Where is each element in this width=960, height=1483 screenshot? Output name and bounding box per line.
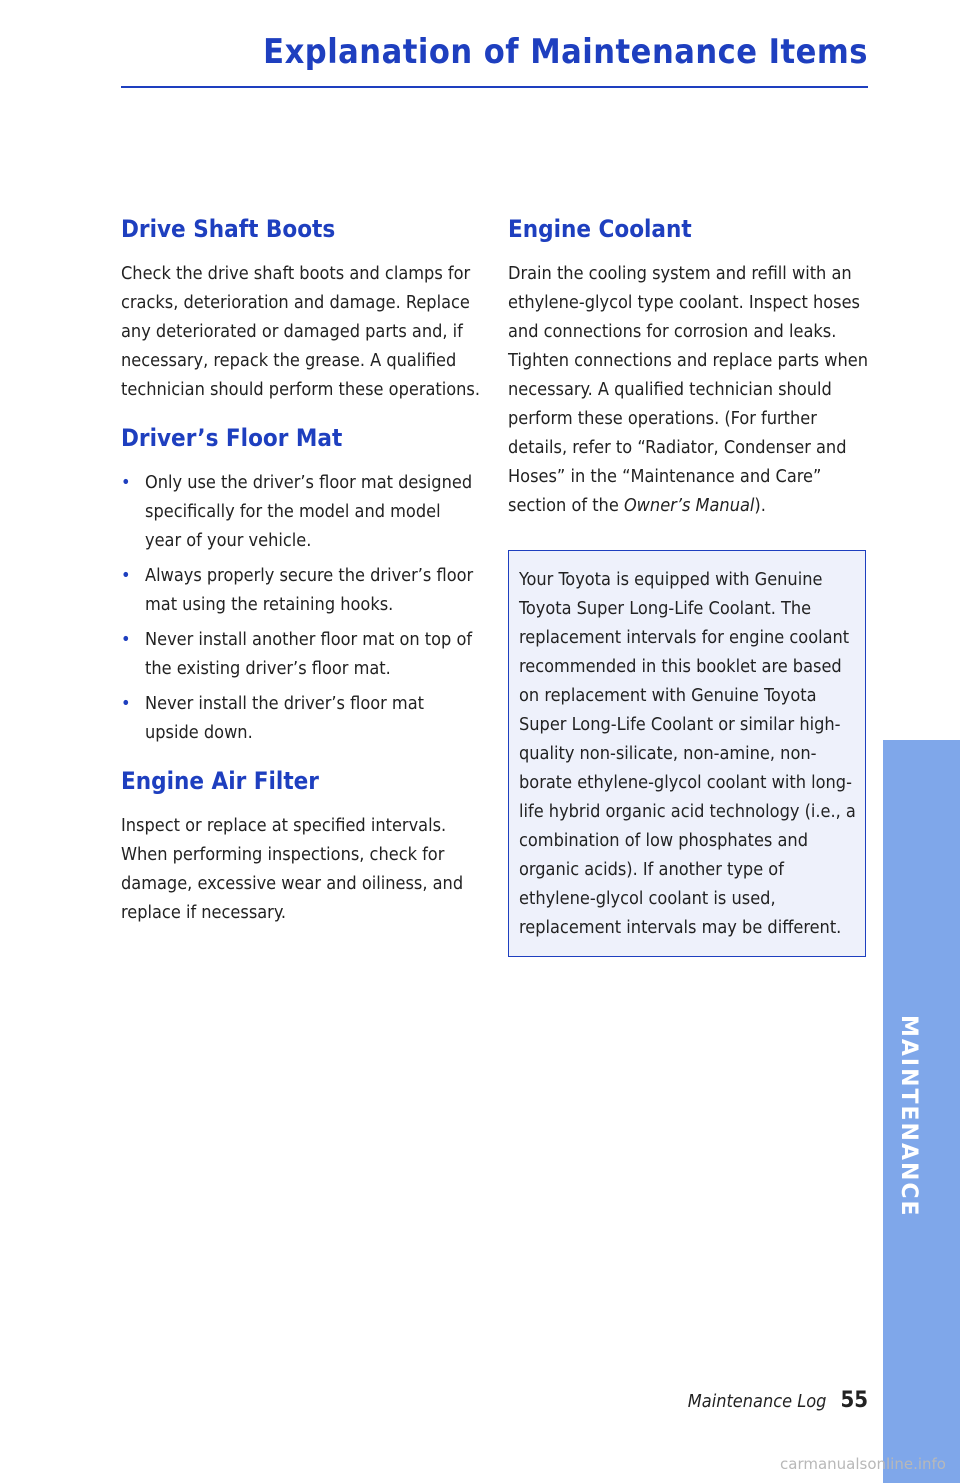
list-item [121,689,481,747]
right-column [508,215,868,977]
bullet-icon: • [121,693,131,714]
section-heading: Engine Coolant [508,215,692,243]
list-item [121,468,481,555]
list-item-text: Never install the driver’s floor mat upside down. [145,693,424,743]
side-tab-label: MAINTENANCE [896,1015,921,1218]
side-tab [883,740,960,1483]
footer [688,1388,868,1413]
bullet-icon: • [121,472,131,493]
body-text: Drain the cooling system and refill with an ethylene-glycol type coolant. Inspect hoses and connections for corrosion and leaks. Tighten connections and replace parts when necessary. A qualified technician should perform these operations. (For further details, refer to “Radiator, Condenser and Hoses” in the “Maintenance and Care” section of the [508,263,868,516]
section-engine-air-filter [121,767,481,927]
bullet-icon: • [121,565,131,586]
section-drivers-floor-mat [121,424,481,747]
section-heading: Drive Shaft Boots [121,215,336,243]
section-body [508,259,868,520]
page-number: 55 [840,1388,868,1413]
section-drive-shaft-boots [121,215,481,404]
section-body: Inspect or replace at specified intervals. When performing inspections, check for damage, excessive wear and oiliness, and replace if necessary. [121,815,464,923]
manual-title: Owner’s Manual [623,495,755,516]
page-title: Explanation of Maintenance Items [263,32,868,72]
section-heading: Driver’s Floor Mat [121,424,343,452]
body-text-end: ). [754,495,766,516]
list-item [121,561,481,619]
section-body: Check the drive shaft boots and clamps for cracks, deterioration and damage. Replace any deteriorated or damaged parts and, if necessary, repack the grease. A qualified technician should perform these operations. [121,263,480,400]
bullet-list [121,468,481,747]
list-item-text: Always properly secure the driver’s floor mat using the retaining hooks. [145,565,474,615]
section-engine-coolant [508,215,868,957]
left-column [121,215,481,947]
watermark: carmanualsonline.info [780,1455,946,1473]
list-item-text: Only use the driver’s floor mat designed specifically for the model and model year of your vehicle. [145,472,473,551]
list-item [121,625,481,683]
title-rule [121,86,868,88]
coolant-note-box [508,550,866,957]
footer-label: Maintenance Log [687,1391,827,1412]
note-text: Your Toyota is equipped with Genuine Toyota Super Long-Life Coolant. The replacement intervals for engine coolant recommended in this booklet are based on replacement with Genuine Toyota Super Long-Life Coolant or similar high-quality non-silicate, non-amine, non-borate ethylene-glycol coolant with long-life hybrid organic acid technology (i.e., a combination of low phosphates and organic acids). If another type of ethylene-glycol coolant is used, replacement intervals may be different. [519,569,856,938]
section-heading: Engine Air Filter [121,767,319,795]
list-item-text: Never install another floor mat on top of the existing driver’s floor mat. [145,629,473,679]
bullet-icon: • [121,629,131,650]
